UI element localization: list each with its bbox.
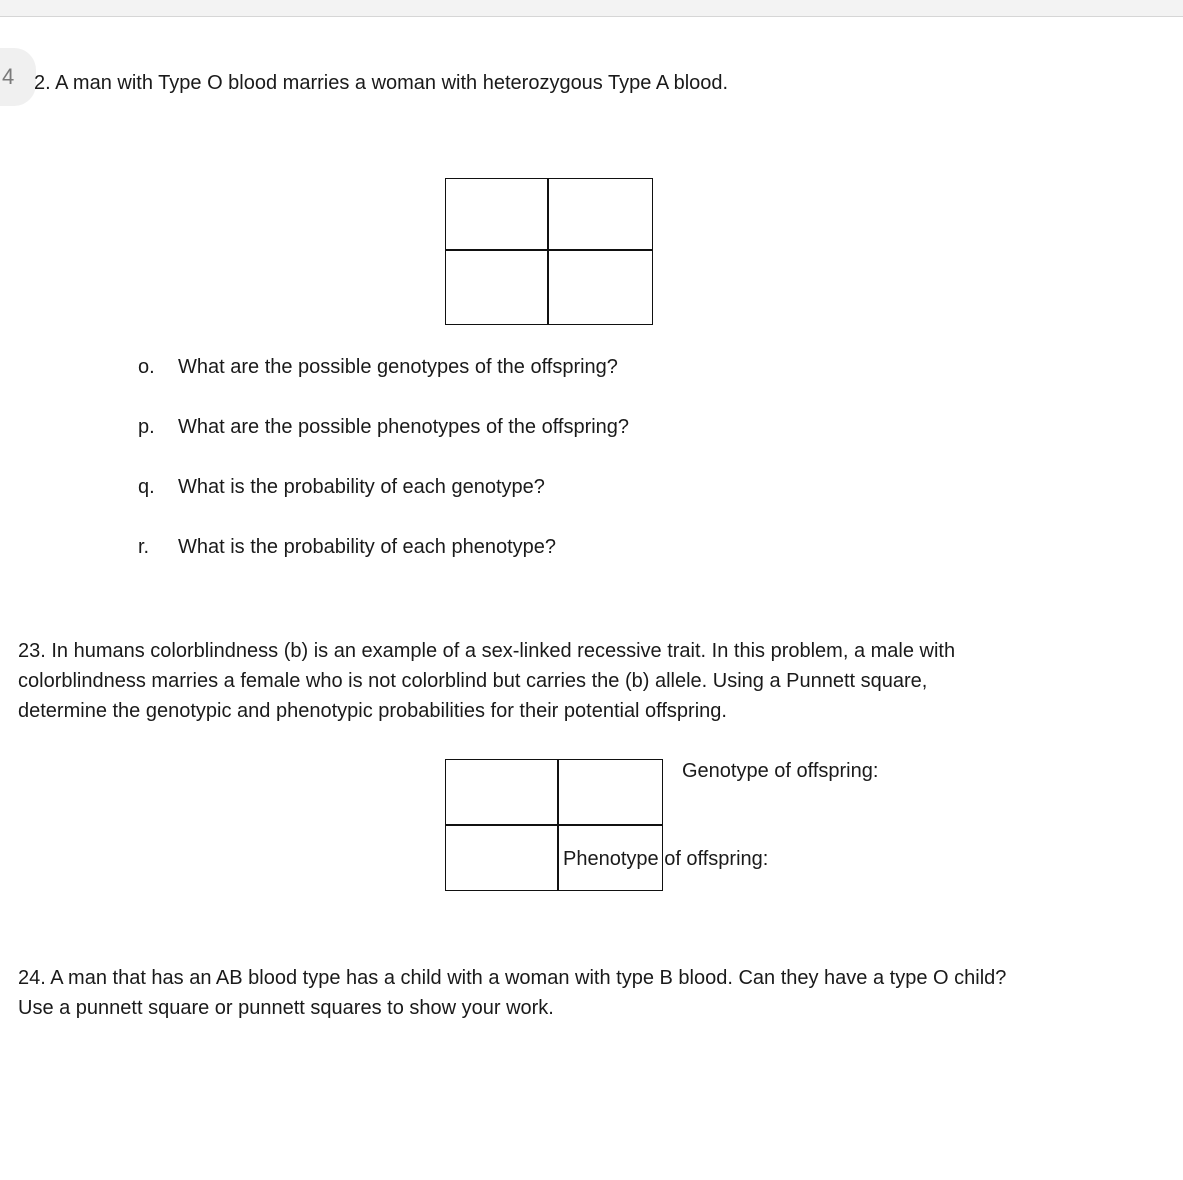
question-24-line: 24. A man that has an AB blood type has a child with a woman with type B blood. Can they have a type O child?	[18, 967, 1007, 989]
question-22-text: 2. A man with Type O blood marries a woman with heterozygous Type A blood.	[34, 72, 729, 94]
subquestion-text: What are the possible phenotypes of the offspring?	[178, 416, 630, 438]
punnett-divider-horizontal	[446, 249, 652, 251]
subquestion-letter: p.	[138, 416, 155, 438]
subquestion-letter: o.	[138, 356, 155, 378]
punnett-divider-horizontal	[446, 824, 662, 826]
question-23-line: colorblindness marries a female who is not colorblind but carries the (b) allele. Using a Punnett square,	[18, 670, 928, 692]
question-23-line: determine the genotypic and phenotypic probabilities for their potential offspring.	[18, 700, 727, 722]
page-number-badge: 4	[0, 48, 36, 106]
punnett-divider-vertical	[547, 179, 549, 324]
question-23-text	[18, 636, 955, 726]
question-23-line: 23. In humans colorblindness (b) is an example of a sex-linked recessive trait. In this problem, a male with	[18, 640, 956, 662]
subquestion-letter: q.	[138, 476, 155, 498]
subquestion-text: What are the possible genotypes of the offspring?	[178, 356, 618, 378]
punnett-square-q22	[445, 178, 653, 325]
question-24-text	[18, 963, 1006, 1023]
subquestion-text: What is the probability of each genotype?	[178, 476, 545, 498]
question-24-line: Use a punnett square or punnett squares to show your work.	[18, 997, 554, 1019]
subquestion-text: What is the probability of each phenotype?	[178, 536, 557, 558]
phenotype-label: Phenotype of offspring:	[563, 848, 769, 870]
viewer-top-bar	[0, 0, 1183, 17]
subquestion-letter: r.	[138, 536, 150, 558]
genotype-label: Genotype of offspring:	[682, 760, 879, 782]
